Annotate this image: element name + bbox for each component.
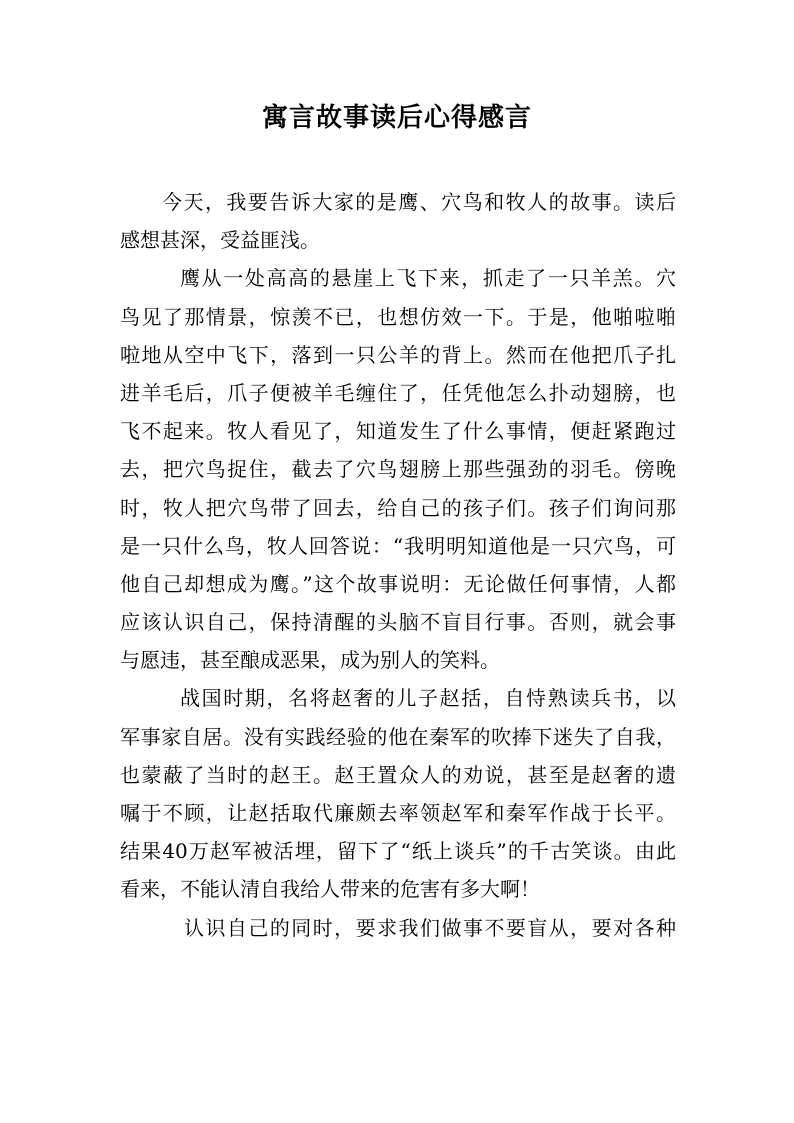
text-line: 应该认识自己，保持清醒的头脑不盲目行事。否则，就会事 [120,610,676,635]
text-line: 时，牧人把穴鸟带了回去，给自己的孩子们。孩子们询问那 [120,495,676,520]
text-line: 看来，不能认清自我给人带来的危害有多大啊！ [120,877,540,902]
text-line: 今天，我要告诉大家的是鹰、穴鸟和牧人的故事。读后 [162,190,676,214]
text-line: 与愿违，甚至酿成恶果，成为别人的笑料。 [120,648,500,673]
text-line: 认识自己的同时，要求我们做事不要盲从，要对各种 [184,915,676,940]
text-line: 也蒙蔽了当时的赵王。赵王置众人的劝说，甚至是赵奢的遗 [120,762,676,787]
document-body [120,183,676,947]
text-line: 去，把穴鸟捉住，截去了穴鸟翅膀上那些强劲的羽毛。傍晚 [120,457,676,482]
text-line: 嘱于不顾，让赵括取代廉颇去率领赵军和秦军作战于长平。 [120,801,676,825]
text-line: 结果40万赵军被活埋，留下了“纸上谈兵”的千古笑谈。由此 [120,839,676,864]
paragraph-1 [120,183,676,259]
document-title: 寓言故事读后心得感言 [261,103,532,133]
text-line: 感想甚深，受益匪浅。 [120,228,320,253]
paragraph-3 [120,679,676,908]
text-line: 是一只什么鸟，牧人回答说：“我明明知道他是一只穴鸟，可 [120,533,676,558]
text-line: 鹰从一处高高的悬崖上飞下来，抓走了一只羊羔。穴 [180,266,676,291]
text-line: 进羊毛后，爪子便被羊毛缠住了，任凭他怎么扑动翅膀，也 [120,380,676,405]
text-line: 飞不起来。牧人看见了，知道发生了什么事情，便赶紧跑过 [120,419,676,444]
paragraph-4 [120,909,676,947]
text-line: 战国时期，名将赵奢的儿子赵括，自恃熟读兵书，以 [180,686,676,711]
text-line: 啦地从空中飞下，落到一只公羊的背上。然而在他把爪子扎 [120,342,676,367]
text-line: 鸟见了那情景，惊羡不已，也想仿效一下。于是，他啪啦啪 [120,304,676,329]
text-line: 他自己却想成为鹰。”这个故事说明：无论做任何事情，人都 [120,571,676,596]
paragraph-2 [120,259,676,679]
text-line: 军事家自居。没有实践经验的他在秦军的吹捧下迷失了自我， [120,724,676,749]
